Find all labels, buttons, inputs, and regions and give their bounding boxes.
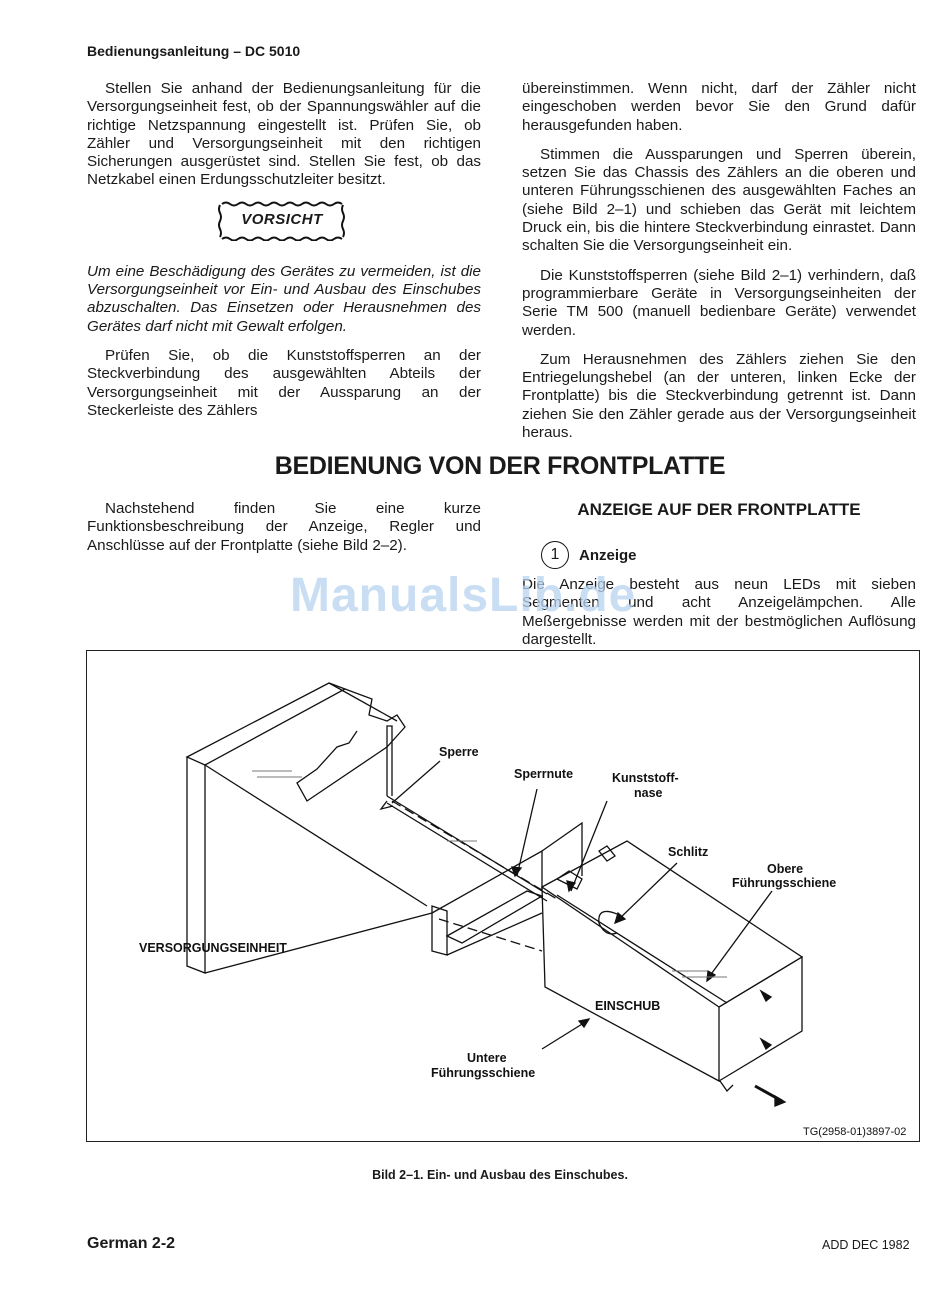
label-untere-2: Führungsschiene <box>431 1066 536 1080</box>
caution-box <box>218 201 346 241</box>
paragraph: Zum Herausnehmen des Zählers ziehen Sie den Entriegelungshebel (an der unteren, linken Ecke der Frontplatte) bis die Steckverbindung getrennt ist. Dann ziehen Sie den Zähler gerade aus der Versorgungseinheit heraus. <box>522 350 916 442</box>
item-text: Die Anzeige besteht aus neun LEDs mit sieben Segmenten und acht Anzeigelämpchen. Alle Meßergebnisse werden mit der bestmöglichen Auflösung dargestellt. <box>522 576 916 648</box>
label-kunststoff-2: nase <box>634 786 663 800</box>
paragraph: Stimmen die Aussparungen und Sperren überein, setzen Sie das Chassis des Zählers an die oberen und unteren Führungsschienen des ausgewählten Faches an (siehe Bild 2–1) und schieben das Gerät mit leichtem Druck ein, bis die hintere Steckverbindung einrastet. Dann schalten Sie die Versorgungseinheit ein. <box>522 145 916 255</box>
subheading: ANZEIGE AUF DER FRONTPLATTE <box>577 500 861 519</box>
label-schlitz: Schlitz <box>668 845 709 859</box>
item-number-circle: 1 <box>541 541 569 569</box>
paragraph: Prüfen Sie, ob die Kunststoffsperren an der Steckverbindung des ausgewählten Abteils der Versorgungseinheit mit der Aussparung an der Steckerleiste des Zählers <box>87 346 481 419</box>
label-versorgungseinheit: VERSORGUNGSEINHEIT <box>139 941 287 955</box>
label-kunststoff-1: Kunststoff- <box>612 771 679 785</box>
section-heading: BEDIENUNG VON DER FRONTPLATTE <box>274 452 726 480</box>
footer-date: ADD DEC 1982 <box>822 1238 910 1252</box>
paragraph: Die Kunststoffsperren (siehe Bild 2–1) verhindern, daß programmierbare Geräte in Versorgungseinheiten der Serie TM 500 (manuell bedienbare Geräte) verwendet werden. <box>522 266 916 339</box>
watermark: ManualsLib.de <box>290 569 637 622</box>
right-column <box>522 80 916 453</box>
label-sperrnute: Sperrnute <box>514 767 574 781</box>
instrument-drawing <box>87 651 919 1141</box>
paragraph: übereinstimmen. Wenn nicht, darf der Zähler nicht eingeschoben werden bevor Sie den Grund dafür herausgefunden haben. <box>522 80 916 134</box>
label-sperre: Sperre <box>439 745 479 759</box>
left-column <box>87 80 481 431</box>
label-obere-1: Obere <box>767 862 804 876</box>
figure-caption: Bild 2–1. Ein- und Ausbau des Einschubes. <box>372 1168 628 1182</box>
item-title: Anzeige <box>579 547 637 564</box>
label-untere-1: Untere <box>467 1051 507 1065</box>
section-intro: Nachstehend finden Sie eine kurze Funktionsbeschreibung der Anzeige, Regler und Anschlüsse auf der Frontplatte (siehe Bild 2–2). <box>87 500 481 554</box>
paragraph: Stellen Sie anhand der Bedienungsanleitung für die Versorgungseinheit fest, ob der Spannungswähler auf die richtige Netzspannung eingestellt ist. Prüfen Sie, ob Zähler und Versorgungseinheit mit den richtigen Sicherungen ausgerüstet sind. Stellen Sie fest, ob das Netzkabel einen Erdungsschutzleiter besitzt. <box>87 80 481 189</box>
caution-label: VORSICHT <box>241 211 323 228</box>
caution-text: Um eine Beschädigung des Gerätes zu vermeiden, ist die Versorgungseinheit vor Ein- und Ausbau des Einschubes abzuschalten. Das Einsetzen oder Herausnehmen des Gerätes darf nicht mit Gewalt erfolgen. <box>87 262 481 335</box>
footer-page: German 2-2 <box>87 1235 176 1252</box>
label-einschub: EINSCHUB <box>595 999 661 1013</box>
page-header: Bedienungsanleitung – DC 5010 <box>87 43 301 59</box>
label-obere-2: Führungsschiene <box>732 876 837 890</box>
figure-code: TG(2958-01)3897-02 <box>803 1126 907 1138</box>
figure-frame <box>86 650 920 1142</box>
